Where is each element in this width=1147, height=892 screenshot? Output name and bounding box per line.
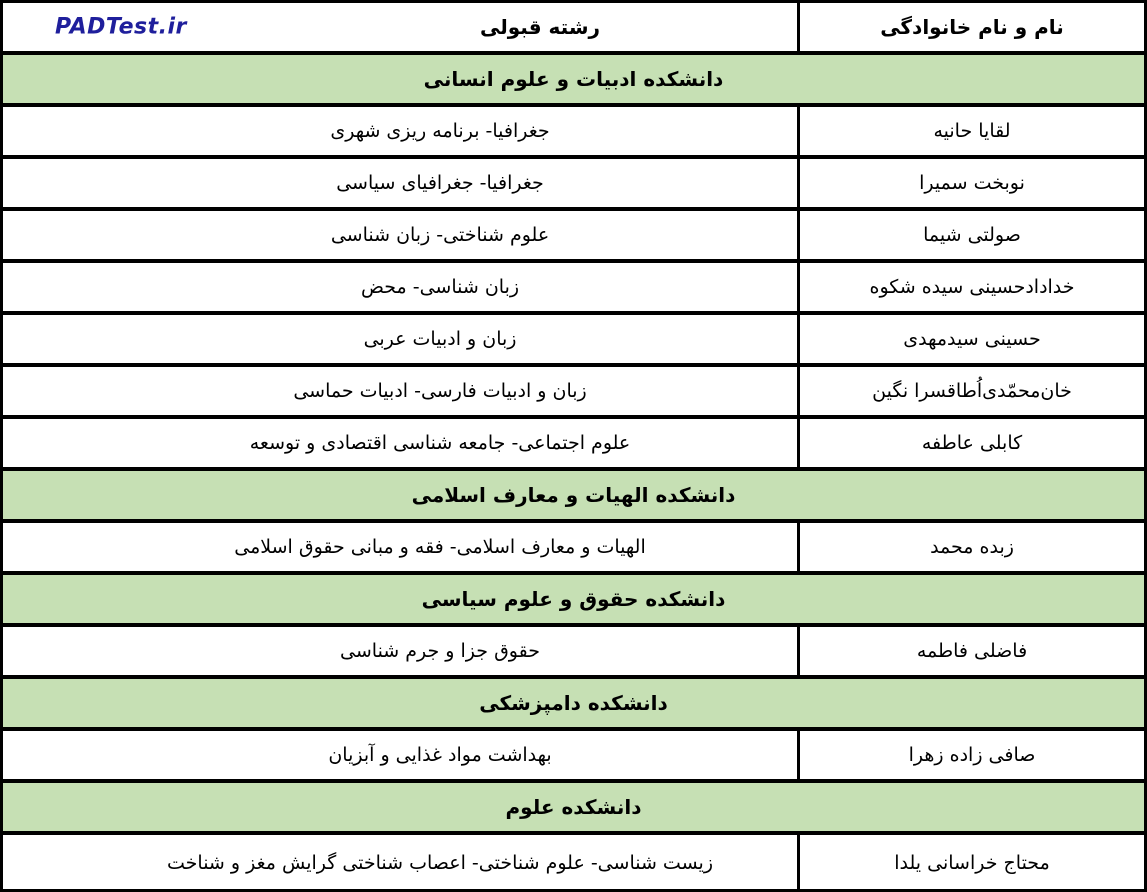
accepted-major-text: الهیات و معارف اسلامی- فقه و مبانی حقوق اسلامی [234,536,646,558]
accepted-major-text: زبان شناسی- محض [360,276,520,298]
accepted-major [3,835,797,891]
accepted-major [3,107,797,155]
section-header-sciences [3,783,1144,835]
table-header-row [3,3,1144,55]
section-header-theology [3,471,1144,523]
section-title: دانشکده دامپزشکی [479,691,668,715]
accepted-major [3,367,797,415]
student-name: نوبخت سمیرا [797,159,1144,207]
accepted-major-text: زبان و ادبیات فارسی- ادبیات حماسی [293,380,587,402]
student-name: خان‌محمّدی‌اُطاقسرا نگین [797,367,1144,415]
student-name: زبده محمد [797,523,1144,571]
accepted-major [3,159,797,207]
student-name: محتاج خراسانی یلدا [797,835,1144,891]
section-title: دانشکده علوم [505,795,642,819]
accepted-major [3,211,797,259]
column-header-name-label: نام و نام خانوادگی [880,15,1064,39]
accepted-major-text: زیست شناسی- علوم شناختی- اعصاب شناختی گرایش مغز و شناخت [167,852,713,874]
table-row [3,159,1144,211]
student-name: فاضلی فاطمه [797,627,1144,675]
column-header-name [797,3,1144,51]
accepted-major-text: حقوق جزا و جرم شناسی [340,640,540,662]
section-header-veterinary [3,679,1144,731]
accepted-major-text: علوم شناختی- زبان شناسی [330,224,550,246]
student-name: حسینی سیدمهدی [797,315,1144,363]
column-header-major [3,3,797,51]
accepted-major [3,731,797,779]
table-row [3,731,1144,783]
table-row [3,263,1144,315]
table-row [3,211,1144,263]
section-title: دانشکده الهیات و معارف اسلامی [411,483,736,507]
student-name: خدادادحسینی سیده شکوه [797,263,1144,311]
table-row [3,419,1144,471]
section-title: دانشکده ادبیات و علوم انسانی [423,67,724,91]
padtest-logo: PADTest.ir [55,14,187,40]
accepted-major-text: بهداشت مواد غذایی و آبزیان [328,744,552,766]
section-title: دانشکده حقوق و علوم سیاسی [421,587,726,611]
column-header-major-label: رشته قبولی [480,15,600,39]
accepted-major [3,315,797,363]
table-row [3,367,1144,419]
student-name: صولتی شیما [797,211,1144,259]
section-header-literature-humanities [3,55,1144,107]
table-row [3,523,1144,575]
section-header-law-political-science [3,575,1144,627]
accepted-major [3,419,797,467]
accepted-major-text: جغرافیا- جغرافیای سیاسی [336,172,544,194]
student-name: کابلی عاطفه [797,419,1144,467]
accepted-major-text: زبان و ادبیات عربی [363,328,517,350]
accepted-major [3,263,797,311]
table-row [3,107,1144,159]
table-row [3,315,1144,367]
accepted-major [3,523,797,571]
table-row [3,835,1144,891]
table-row [3,627,1144,679]
accepted-major [3,627,797,675]
student-name: صافی زاده زهرا [797,731,1144,779]
accepted-major-text: علوم اجتماعی- جامعه شناسی اقتصادی و توسعه [249,432,631,454]
student-name: لقایا حانیه [797,107,1144,155]
accepted-major-text: جغرافیا- برنامه ریزی شهری [330,120,550,142]
